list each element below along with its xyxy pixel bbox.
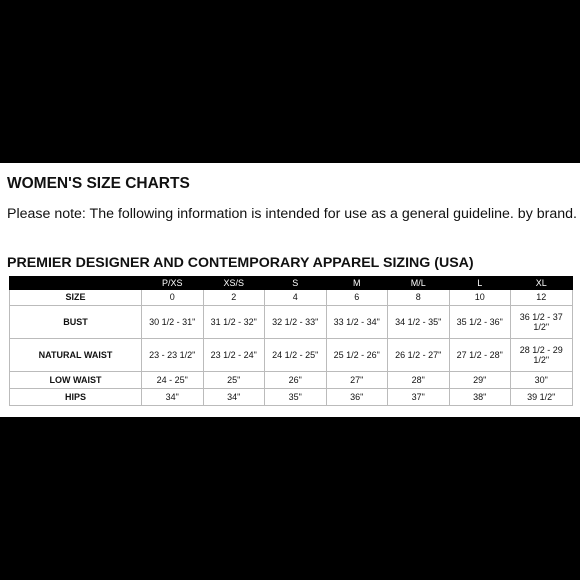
- table-row: [10, 290, 573, 306]
- table-cell: 38": [449, 388, 511, 405]
- table-cell: 28 1/2 - 29 1/2": [511, 338, 573, 371]
- header-cell: S: [265, 277, 327, 290]
- size-table: [9, 276, 573, 406]
- header-cell: P/XS: [142, 277, 204, 290]
- table-cell: 34 1/2 - 35": [388, 305, 450, 338]
- guideline-note: Please note: The following information is intended for use as a general guideline. by brand.: [7, 206, 577, 222]
- table-cell: 25 1/2 - 26": [326, 338, 388, 371]
- table-cell: 12: [511, 290, 573, 306]
- table-cell: 29": [449, 371, 511, 388]
- section-subtitle: PREMIER DESIGNER AND CONTEMPORARY APPAREL SIZING (USA): [7, 255, 474, 271]
- row-label: HIPS: [10, 388, 142, 405]
- table-cell: 6: [326, 290, 388, 306]
- table-cell: 36 1/2 - 37 1/2": [511, 305, 573, 338]
- table-cell: 27": [326, 371, 388, 388]
- size-chart-panel: [0, 163, 580, 417]
- table-cell: 31 1/2 - 32": [203, 305, 265, 338]
- row-label: BUST: [10, 305, 142, 338]
- table-cell: 27 1/2 - 28": [449, 338, 511, 371]
- table-cell: 8: [388, 290, 450, 306]
- table-cell: 23 1/2 - 24": [203, 338, 265, 371]
- table-cell: 26": [265, 371, 327, 388]
- table-cell: 25": [203, 371, 265, 388]
- table-cell: 34": [203, 388, 265, 405]
- header-cell: XL: [511, 277, 573, 290]
- row-label: SIZE: [10, 290, 142, 306]
- table-cell: 24 1/2 - 25": [265, 338, 327, 371]
- table-header-row: [10, 277, 573, 290]
- table-cell: 10: [449, 290, 511, 306]
- table-cell: 36": [326, 388, 388, 405]
- table-cell: 35 1/2 - 36": [449, 305, 511, 338]
- table-cell: 30 1/2 - 31": [142, 305, 204, 338]
- table-cell: 28": [388, 371, 450, 388]
- table-cell: 30": [511, 371, 573, 388]
- header-cell: M: [326, 277, 388, 290]
- row-label: NATURAL WAIST: [10, 338, 142, 371]
- header-cell: XS/S: [203, 277, 265, 290]
- row-label: LOW WAIST: [10, 371, 142, 388]
- table-cell: 33 1/2 - 34": [326, 305, 388, 338]
- table-row: [10, 305, 573, 338]
- table-cell: 34": [142, 388, 204, 405]
- table-cell: 32 1/2 - 33": [265, 305, 327, 338]
- top-black-band: [0, 0, 580, 163]
- table-cell: 35": [265, 388, 327, 405]
- page-title: WOMEN'S SIZE CHARTS: [7, 175, 190, 192]
- header-cell: M/L: [388, 277, 450, 290]
- table-cell: 39 1/2": [511, 388, 573, 405]
- table-cell: 0: [142, 290, 204, 306]
- header-cell-empty: [10, 277, 142, 290]
- table-row: [10, 338, 573, 371]
- header-cell: L: [449, 277, 511, 290]
- table-cell: 37": [388, 388, 450, 405]
- table-row: [10, 388, 573, 405]
- table-cell: 4: [265, 290, 327, 306]
- table-cell: 24 - 25": [142, 371, 204, 388]
- table-cell: 23 - 23 1/2": [142, 338, 204, 371]
- table-cell: 26 1/2 - 27": [388, 338, 450, 371]
- bottom-black-band: [0, 417, 580, 580]
- table-row: [10, 371, 573, 388]
- table-cell: 2: [203, 290, 265, 306]
